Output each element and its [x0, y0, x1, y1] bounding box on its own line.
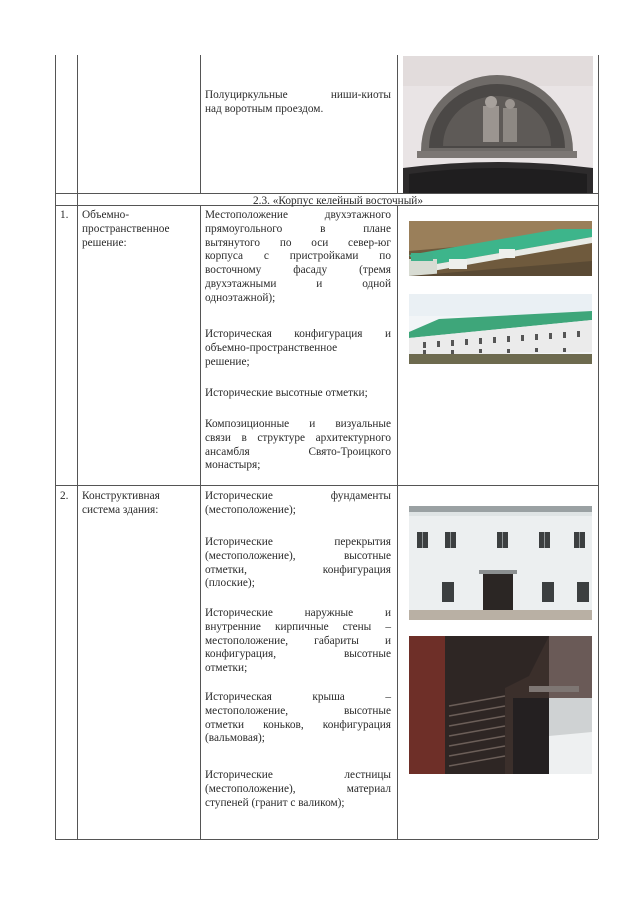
row-divider: [55, 193, 598, 194]
row2-paragraph-roof: Историческая крыша – местоположение, высотные отметки коньков, конфигурация (вальмовая);: [205, 691, 391, 745]
table-border-left: [55, 55, 56, 839]
row2-paragraph-floors: Исторические перекрытия (местоположение), высотные отметки, конфигурация (плоские);: [205, 536, 391, 590]
row0-line: над воротным проездом.: [205, 102, 324, 115]
row2-name-line: Конструктивная: [82, 490, 160, 502]
column-divider-number: [77, 55, 78, 839]
photo-aerial-building: [409, 221, 592, 276]
photo-wall-entrance: [409, 506, 592, 620]
row1-paragraph-composition: Композиционные и визуальные связи в структуре архитектурного ансамбля Свято-Троицкого монастыря;: [205, 418, 391, 472]
row1-paragraph-configuration: Историческая конфигурация и объемно-пространственное решение;: [205, 328, 391, 368]
column-divider-text: [397, 55, 398, 193]
row1-name-line: решение:: [82, 236, 127, 249]
row2-paragraph-foundations: Исторические фундаменты (местоположение);: [205, 490, 391, 516]
section-title: 2.3. «Корпус келейный восточный»: [253, 195, 423, 207]
row1-name: [82, 209, 197, 250]
row0-description: [205, 89, 391, 117]
table-border-bottom: [55, 839, 598, 840]
photo-building-facade: [409, 294, 592, 364]
row0-line: Полуциркульные ниши-киоты: [205, 89, 391, 101]
row2-number: 2.: [60, 490, 69, 502]
table-border-right: [598, 55, 599, 839]
row2-name-line: система здания:: [82, 503, 159, 516]
row2-name: [82, 490, 197, 518]
column-divider-text: [397, 205, 398, 839]
photo-arched-niche: [403, 56, 593, 193]
column-divider-name: [200, 205, 201, 839]
row2-paragraph-stairs: Исторические лестницы (местоположение), материал ступеней (гранит с валиком);: [205, 769, 391, 809]
row2-paragraph-walls: Исторические наружные и внутренние кирпичные стены – местоположение, габариты и конфигурация, высотные отметки;: [205, 607, 391, 675]
row1-name-line: Объемно-: [82, 209, 130, 221]
row-divider: [55, 485, 598, 486]
row1-number: 1.: [60, 209, 69, 221]
row1-name-line: пространственное: [82, 222, 170, 235]
photo-staircase: [409, 636, 592, 774]
row1-paragraph-location: Местоположение двухэтажного прямоугольного в плане вытянутого по оси север-юг корпуса с пристройками по восточному фасаду (тремя двухэтажными и одной одноэтажной);: [205, 209, 391, 304]
row1-paragraph-heights: Исторические высотные отметки;: [205, 387, 368, 399]
column-divider-name: [200, 55, 201, 193]
